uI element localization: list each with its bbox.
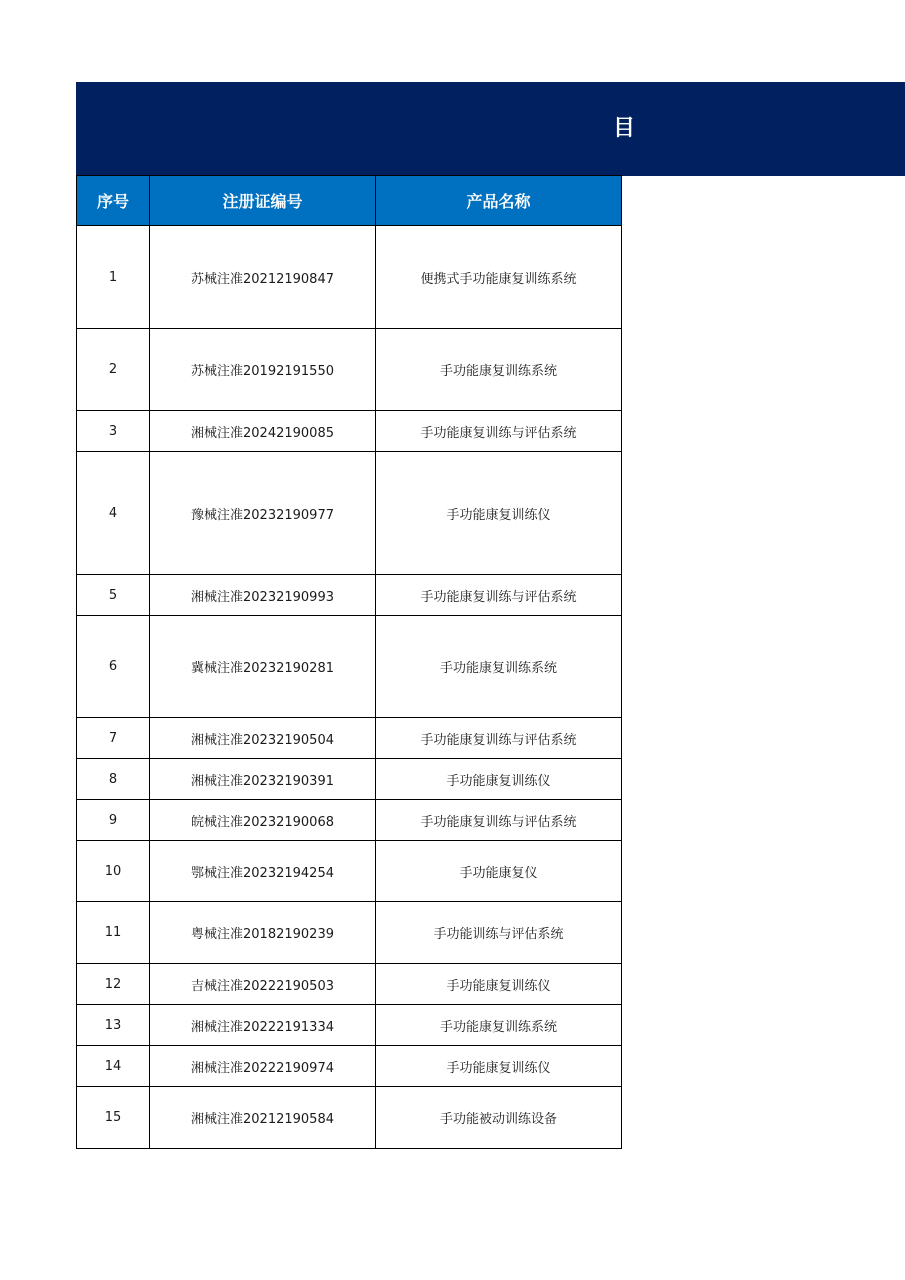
row-registration-no: 湘械注准20232190504: [150, 718, 376, 759]
row-registration-no: 苏械注准20212190847: [150, 226, 376, 329]
row-product-name: 手功能康复训练仪: [376, 1046, 622, 1087]
row-product-name: 手功能训练与评估系统: [376, 902, 622, 964]
row-index: 6: [77, 616, 150, 718]
row-registration-no: 皖械注准20232190068: [150, 800, 376, 841]
row-product-name: 手功能康复仪: [376, 841, 622, 902]
row-registration-no: 湘械注准20222191334: [150, 1005, 376, 1046]
row-registration-no: 湘械注准20232190391: [150, 759, 376, 800]
header-index: 序号: [77, 176, 150, 226]
header-product-name: 产品名称: [376, 176, 622, 226]
row-index: 13: [77, 1005, 150, 1046]
table-row: [77, 964, 622, 1005]
row-index: 1: [77, 226, 150, 329]
row-product-name: 手功能康复训练系统: [376, 1005, 622, 1046]
row-index: 14: [77, 1046, 150, 1087]
row-product-name: 手功能康复训练仪: [376, 452, 622, 575]
row-registration-no: 苏械注准20192191550: [150, 329, 376, 411]
row-registration-no: 冀械注准20232190281: [150, 616, 376, 718]
row-product-name: 手功能康复训练系统: [376, 329, 622, 411]
row-product-name: 手功能康复训练与评估系统: [376, 575, 622, 616]
row-index: 5: [77, 575, 150, 616]
row-index: 3: [77, 411, 150, 452]
row-product-name: 手功能康复训练仪: [376, 759, 622, 800]
table-row: [77, 226, 622, 329]
table-row: [77, 411, 622, 452]
row-registration-no: 鄂械注准20232194254: [150, 841, 376, 902]
table-row: [77, 1046, 622, 1087]
row-product-name: 便携式手功能康复训练系统: [376, 226, 622, 329]
table-row: [77, 1005, 622, 1046]
row-index: 2: [77, 329, 150, 411]
row-index: 9: [77, 800, 150, 841]
row-registration-no: 湘械注准20232190993: [150, 575, 376, 616]
table-row: [77, 616, 622, 718]
table-row: [77, 329, 622, 411]
row-product-name: 手功能被动训练设备: [376, 1087, 622, 1149]
row-registration-no: 湘械注准20242190085: [150, 411, 376, 452]
table-row: [77, 902, 622, 964]
row-index: 11: [77, 902, 150, 964]
row-product-name: 手功能康复训练系统: [376, 616, 622, 718]
table-row: [77, 759, 622, 800]
row-index: 15: [77, 1087, 150, 1149]
row-product-name: 手功能康复训练仪: [376, 964, 622, 1005]
header-registration-no: 注册证编号: [150, 176, 376, 226]
row-product-name: 手功能康复训练与评估系统: [376, 411, 622, 452]
row-product-name: 手功能康复训练与评估系统: [376, 800, 622, 841]
row-index: 4: [77, 452, 150, 575]
table-row: [77, 841, 622, 902]
table-row: [77, 800, 622, 841]
row-index: 8: [77, 759, 150, 800]
row-registration-no: 湘械注准20212190584: [150, 1087, 376, 1149]
registration-table: [76, 175, 622, 1149]
row-registration-no: 吉械注准20222190503: [150, 964, 376, 1005]
banner-title: 目: [613, 116, 636, 141]
row-index: 10: [77, 841, 150, 902]
row-registration-no: 湘械注准20222190974: [150, 1046, 376, 1087]
table-header-row: [77, 176, 622, 226]
table-row: [77, 575, 622, 616]
row-registration-no: 豫械注准20232190977: [150, 452, 376, 575]
title-banner: [76, 82, 905, 176]
table-row: [77, 1087, 622, 1149]
row-index: 7: [77, 718, 150, 759]
row-index: 12: [77, 964, 150, 1005]
row-product-name: 手功能康复训练与评估系统: [376, 718, 622, 759]
row-registration-no: 粤械注准20182190239: [150, 902, 376, 964]
table-row: [77, 718, 622, 759]
table-row: [77, 452, 622, 575]
